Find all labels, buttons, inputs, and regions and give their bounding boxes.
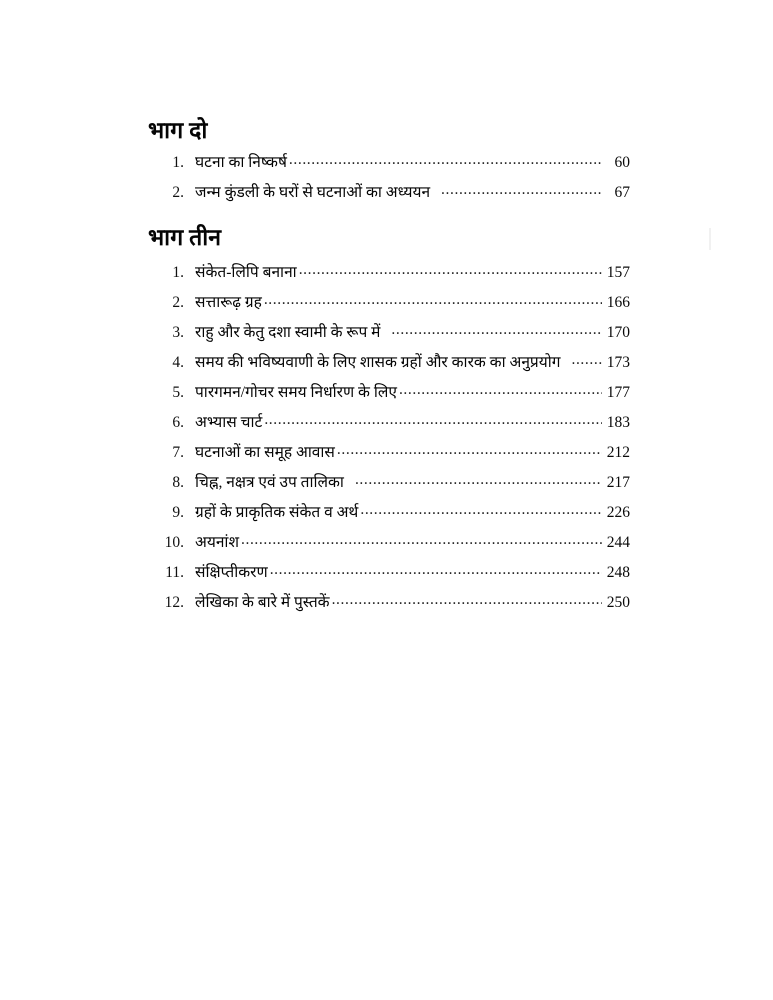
toc-entry-title: पारगमन/गोचर समय निर्धारण के लिए bbox=[195, 384, 397, 401]
toc-entry-page-number: 248 bbox=[606, 564, 630, 581]
toc-entry-page-number: 170 bbox=[606, 324, 630, 341]
section-heading-part-three: भाग तीन bbox=[148, 224, 222, 250]
toc-entry-number: 10. bbox=[164, 534, 184, 551]
toc-entry-title: सत्तारूढ़ ग्रह bbox=[195, 294, 262, 311]
toc-entry-title: समय की भविष्यवाणी के लिए शासक ग्रहों और कारक का अनुप्रयोग bbox=[195, 354, 561, 371]
dot-leader bbox=[441, 182, 602, 198]
toc-entry-page-number: 60 bbox=[614, 154, 630, 172]
toc-entry-page-number: 177 bbox=[606, 384, 630, 401]
toc-entry-title: चिह्न, नक्षत्र एवं उप तालिका bbox=[195, 474, 344, 491]
toc-entry-number: 7. bbox=[172, 444, 184, 461]
toc-entry-title: घटनाओं का समूह आवास bbox=[195, 444, 335, 461]
toc-entry-page-number: 157 bbox=[606, 264, 630, 281]
toc-entry-page-number: 244 bbox=[606, 534, 630, 551]
dot-leader bbox=[391, 322, 602, 338]
dot-leader bbox=[355, 472, 602, 488]
toc-entry-number: 2. bbox=[172, 294, 184, 311]
toc-entry[interactable] bbox=[148, 322, 630, 352]
toc-entry-number: 12. bbox=[164, 594, 184, 611]
toc-entry-number: 6. bbox=[172, 414, 184, 431]
toc-entry-title: लेखिका के बारे में पुस्तकें bbox=[195, 594, 330, 611]
toc-entry-title: ग्रहों के प्राकृतिक संकेत व अर्थ bbox=[195, 504, 359, 521]
toc-entry-number: 9. bbox=[172, 504, 184, 521]
toc-entry[interactable] bbox=[148, 182, 630, 212]
dot-leader bbox=[241, 532, 602, 548]
dot-leader bbox=[264, 412, 602, 428]
toc-entry-number: 4. bbox=[172, 354, 184, 371]
toc-entry-number: 5. bbox=[172, 384, 184, 401]
toc-entry-number: 11. bbox=[165, 564, 184, 581]
dot-leader bbox=[337, 442, 602, 458]
dot-leader bbox=[270, 562, 602, 578]
dot-leader bbox=[399, 382, 602, 398]
toc-entry[interactable] bbox=[148, 532, 630, 562]
toc-entry[interactable] bbox=[148, 382, 630, 412]
toc-entry-number: 8. bbox=[172, 474, 184, 491]
toc-entry-title: जन्म कुंडली के घरों से घटनाओं का अध्ययन bbox=[195, 184, 431, 202]
toc-list-part-three bbox=[148, 262, 630, 622]
toc-entry-page-number: 250 bbox=[606, 594, 630, 611]
toc-section-part-three bbox=[148, 225, 630, 622]
toc-entry-page-number: 67 bbox=[614, 184, 630, 202]
toc-entry-title: अयनांश bbox=[195, 534, 239, 551]
toc-entry-number: 2. bbox=[172, 184, 184, 202]
toc-entry[interactable] bbox=[148, 442, 630, 472]
toc-content bbox=[148, 118, 630, 622]
toc-entry-page-number: 212 bbox=[606, 444, 630, 461]
scan-artifact bbox=[709, 228, 711, 250]
toc-entry-page-number: 217 bbox=[606, 474, 630, 491]
toc-entry-page-number: 183 bbox=[606, 414, 630, 431]
section-heading-part-two: भाग दो bbox=[148, 118, 208, 143]
toc-entry-number: 3. bbox=[172, 324, 184, 341]
dot-leader bbox=[571, 352, 602, 368]
dot-leader bbox=[299, 262, 602, 278]
toc-entry[interactable] bbox=[148, 472, 630, 502]
dot-leader bbox=[360, 502, 602, 518]
toc-entry-page-number: 166 bbox=[606, 294, 630, 311]
dot-leader bbox=[332, 592, 602, 608]
toc-entry-title: घटना का निष्कर्ष bbox=[195, 154, 287, 172]
toc-entry[interactable] bbox=[148, 152, 630, 182]
toc-entry-title: संकेत-लिपि बनाना bbox=[195, 264, 297, 281]
toc-entry[interactable] bbox=[148, 412, 630, 442]
toc-entry-title: संक्षिप्तीकरण bbox=[195, 564, 268, 581]
toc-entry-number: 1. bbox=[172, 264, 184, 281]
toc-entry[interactable] bbox=[148, 352, 630, 382]
dot-leader bbox=[264, 292, 602, 308]
dot-leader bbox=[289, 152, 602, 168]
toc-entry-number: 1. bbox=[172, 154, 184, 172]
toc-entry-title: राहु और केतु दशा स्वामी के रूप में bbox=[195, 324, 381, 341]
toc-entry[interactable] bbox=[148, 292, 630, 322]
toc-entry[interactable] bbox=[148, 502, 630, 532]
toc-entry-title: अभ्यास चार्ट bbox=[195, 414, 263, 431]
toc-list-part-two bbox=[148, 152, 630, 212]
toc-entry[interactable] bbox=[148, 592, 630, 622]
toc-entry[interactable] bbox=[148, 262, 630, 292]
toc-entry[interactable] bbox=[148, 562, 630, 592]
toc-entry-page-number: 173 bbox=[606, 354, 630, 371]
toc-entry-page-number: 226 bbox=[606, 504, 630, 521]
toc-section-part-two bbox=[148, 118, 630, 212]
